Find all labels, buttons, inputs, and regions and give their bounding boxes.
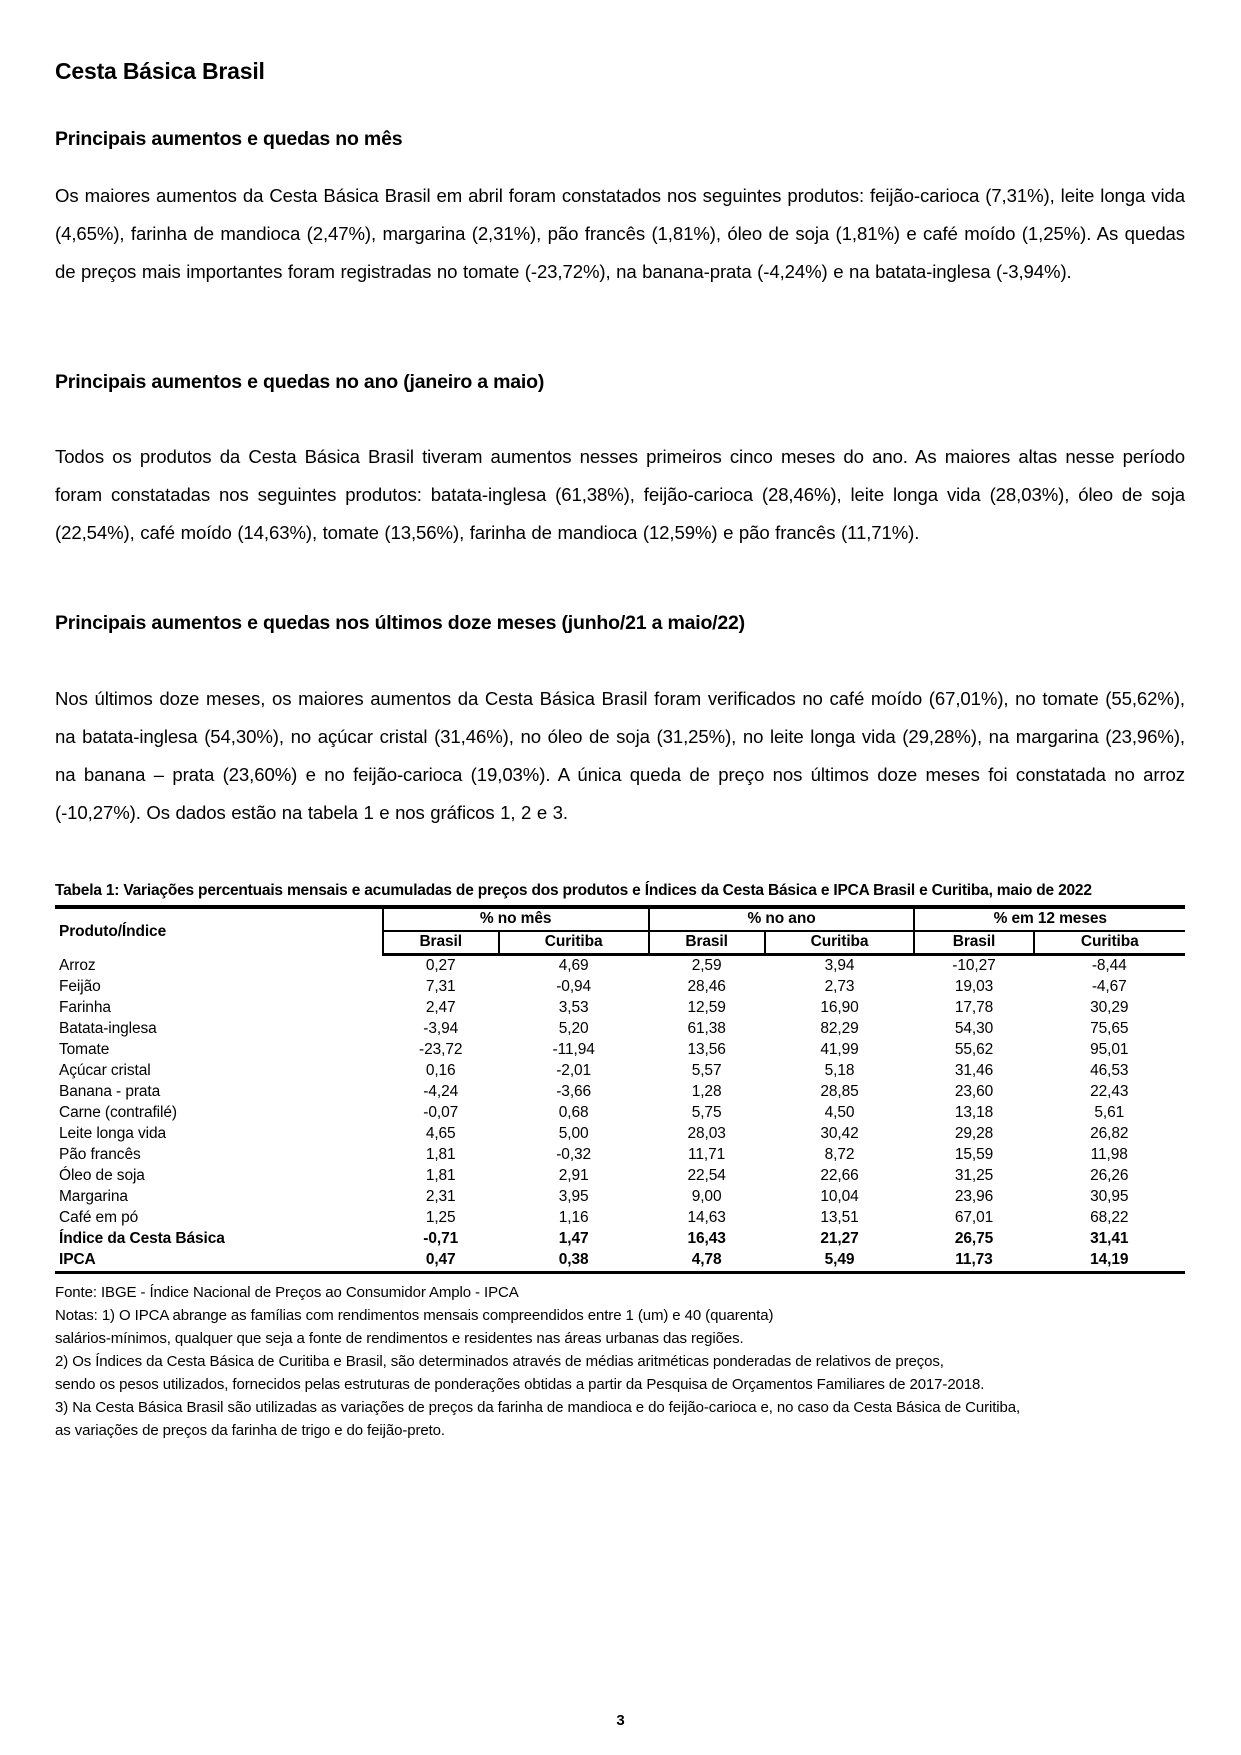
value-cell: 22,54 <box>687 1167 726 1185</box>
value-cell: 1,25 <box>425 1209 456 1227</box>
product-cell: Açúcar cristal <box>59 1062 151 1080</box>
value-cell: -11,94 <box>552 1041 595 1059</box>
note-line: as variações de preços da farinha de trigo e do feijão-preto. <box>55 1421 445 1439</box>
product-cell: Arroz <box>59 956 96 974</box>
value-cell: 2,91 <box>558 1167 589 1185</box>
table-row <box>55 954 1185 977</box>
table-row <box>55 1040 1185 1061</box>
table-row <box>55 1145 1185 1166</box>
column-group-month: % no mês <box>383 907 649 931</box>
column-header-brasil-twelve: Brasil <box>914 931 1033 955</box>
value-cell: 2,47 <box>425 999 456 1017</box>
value-cell: 31,46 <box>954 1062 994 1080</box>
value-cell: 19,03 <box>954 978 994 996</box>
value-cell: 68,22 <box>1090 1209 1129 1227</box>
table-row <box>55 1124 1185 1145</box>
value-cell: 11,71 <box>688 1146 726 1164</box>
product-cell: Banana - prata <box>59 1083 161 1101</box>
table-header <box>55 907 1185 955</box>
table-row <box>55 998 1185 1019</box>
value-cell: -0,94 <box>556 978 592 996</box>
product-cell: Tomate <box>59 1041 110 1059</box>
value-cell: 0,47 <box>425 1251 456 1269</box>
value-cell: 1,28 <box>691 1083 722 1101</box>
value-cell: 22,66 <box>820 1167 859 1185</box>
table-row <box>55 1103 1185 1124</box>
section-paragraph-month: Os maiores aumentos da Cesta Básica Brasil em abril foram constatados nos seguintes produtos: feijão-carioca (7,31%), leite longa vida (4,65%), farinha de mandioca (2,47%), margarina (2,31%), pão francês (1,81%), óleo de soja (1,81%) e café moído (1,25%). As quedas de preços mais importantes foram registradas no tomate (-23,72%), na banana-prata (-4,24%) e na batata-inglesa (-3,94%). <box>55 184 1185 282</box>
value-cell: 1,47 <box>558 1230 589 1248</box>
table-row <box>55 1187 1185 1208</box>
note-line: sendo os pesos utilizados, fornecidos pelas estruturas de ponderações obtidas a partir da Pesquisa de Orçamentos Familiares de 2017-2018. <box>55 1375 985 1393</box>
value-cell: 5,18 <box>824 1062 855 1080</box>
value-cell: -0,07 <box>423 1104 459 1122</box>
column-group-year: % no ano <box>649 907 915 931</box>
value-cell: 23,60 <box>954 1083 994 1101</box>
column-group-twelve-months: % em 12 meses <box>914 907 1185 931</box>
value-cell: 26,26 <box>1090 1167 1129 1185</box>
price-variation-table <box>55 905 1185 1274</box>
value-cell: 10,04 <box>820 1188 859 1206</box>
value-cell: -23,72 <box>419 1041 463 1059</box>
value-cell: 4,78 <box>691 1251 722 1269</box>
column-header-brasil-month: Brasil <box>383 931 499 955</box>
value-cell: 5,61 <box>1094 1104 1125 1122</box>
value-cell: 95,01 <box>1090 1041 1129 1059</box>
note-line: 2) Os Índices da Cesta Básica de Curitiba e Brasil, são determinados através de médias aritméticas ponderadas de relativos de preços, <box>55 1352 944 1370</box>
value-cell: 31,41 <box>1090 1230 1129 1248</box>
value-cell: 14,19 <box>1090 1251 1129 1269</box>
value-cell: 1,81 <box>425 1167 456 1185</box>
value-cell: 0,38 <box>558 1251 589 1269</box>
value-cell: 4,69 <box>558 957 589 975</box>
value-cell: 7,31 <box>425 978 456 996</box>
product-cell: Leite longa vida <box>59 1125 166 1143</box>
value-cell: -4,67 <box>1091 978 1127 996</box>
product-cell: Batata-inglesa <box>59 1020 157 1038</box>
page-title: Cesta Básica Brasil <box>55 58 265 84</box>
section-paragraph-year: Todos os produtos da Cesta Básica Brasil tiveram aumentos nesses primeiros cinco meses do ano. As maiores altas nesse período foram constatadas nos seguintes produtos: batata-inglesa (61,38%), feijão-carioca (28,46%), leite longa vida (28,03%), óleo de soja (22,54%), café moído (14,63%), tomate (13,56%), farinha de mandioca (12,59%) e pão francês (11,71%). <box>55 446 1185 544</box>
value-cell: 75,65 <box>1090 1020 1129 1038</box>
value-cell: 29,28 <box>954 1125 994 1143</box>
value-cell: 15,59 <box>954 1146 994 1164</box>
product-cell: Carne (contrafilé) <box>59 1104 177 1122</box>
value-cell: 0,27 <box>425 957 456 975</box>
value-cell: 26,75 <box>954 1230 994 1248</box>
value-cell: 0,16 <box>425 1062 456 1080</box>
value-cell: 21,27 <box>820 1230 859 1248</box>
value-cell: 12,59 <box>687 999 726 1017</box>
value-cell: 5,75 <box>691 1104 722 1122</box>
value-cell: 30,95 <box>1090 1188 1129 1206</box>
value-cell: 28,85 <box>820 1083 859 1101</box>
value-cell: 31,25 <box>954 1167 994 1185</box>
column-header-curitiba-twelve: Curitiba <box>1034 931 1186 955</box>
product-cell: Pão francês <box>59 1146 141 1164</box>
section-heading-month: Principais aumentos e quedas no mês <box>55 127 403 150</box>
value-cell: 22,43 <box>1090 1083 1129 1101</box>
value-cell: 5,00 <box>558 1125 589 1143</box>
value-cell: 2,31 <box>425 1188 456 1206</box>
table-row <box>55 977 1185 998</box>
column-header-curitiba-year: Curitiba <box>765 931 915 955</box>
value-cell: -3,66 <box>556 1083 592 1101</box>
value-cell: 11,98 <box>1090 1146 1128 1164</box>
note-line: Notas: 1) O IPCA abrange as famílias com rendimentos mensais compreendidos entre 1 (um) e 40 (quarenta) <box>55 1306 774 1324</box>
value-cell: 3,94 <box>824 957 855 975</box>
value-cell: 13,18 <box>954 1104 994 1122</box>
column-header-brasil-year: Brasil <box>649 931 765 955</box>
table-row <box>55 1229 1185 1250</box>
table-row <box>55 1208 1185 1229</box>
product-cell: IPCA <box>59 1251 96 1269</box>
value-cell: 2,73 <box>824 978 855 996</box>
value-cell: 0,68 <box>558 1104 589 1122</box>
table-row <box>55 1082 1185 1103</box>
value-cell: 14,63 <box>687 1209 726 1227</box>
value-cell: 16,43 <box>687 1230 726 1248</box>
value-cell: 9,00 <box>691 1188 722 1206</box>
value-cell: 1,81 <box>425 1146 456 1164</box>
value-cell: 67,01 <box>954 1209 994 1227</box>
section-paragraph-twelve-months: Nos últimos doze meses, os maiores aumentos da Cesta Básica Brasil foram verificados no café moído (67,01%), no tomate (55,62%), na batata-inglesa (54,30%), no açúcar cristal (31,46%), no óleo de soja (31,25%), no leite longa vida (29,28%), na margarina (23,96%), na banana – prata (23,60%) e no feijão-carioca (19,03%). A única queda de preço nos últimos doze meses foi constatada no arroz (-10,27%). Os dados estão na tabela 1 e nos gráficos 1, 2 e 3. <box>55 687 1185 823</box>
note-line: 3) Na Cesta Básica Brasil são utilizadas as variações de preços da farinha de mandioca e do feijão-carioca e, no caso da Cesta Básica de Curitiba, <box>55 1398 1021 1416</box>
section-heading-year: Principais aumentos e quedas no ano (janeiro a maio) <box>55 370 545 393</box>
value-cell: -2,01 <box>556 1062 592 1080</box>
value-cell: 16,90 <box>820 999 859 1017</box>
value-cell: 30,29 <box>1090 999 1129 1017</box>
note-line: Fonte: IBGE - Índice Nacional de Preços ao Consumidor Amplo - IPCA <box>55 1283 519 1301</box>
value-cell: -0,32 <box>556 1146 592 1164</box>
value-cell: 41,99 <box>820 1041 859 1059</box>
table-notes <box>55 1281 1185 1442</box>
value-cell: 1,16 <box>558 1209 589 1227</box>
value-cell: 5,57 <box>691 1062 722 1080</box>
product-cell: Café em pó <box>59 1209 139 1227</box>
value-cell: 28,46 <box>687 978 726 996</box>
value-cell: 5,49 <box>824 1251 855 1269</box>
product-cell: Índice da Cesta Básica <box>59 1230 225 1248</box>
value-cell: 3,53 <box>558 999 589 1017</box>
table-row <box>55 1166 1185 1187</box>
value-cell: -3,94 <box>423 1020 459 1038</box>
value-cell: 11,73 <box>955 1251 993 1269</box>
page-number: 3 <box>616 1712 625 1729</box>
table-row <box>55 1019 1185 1040</box>
value-cell: 46,53 <box>1090 1062 1129 1080</box>
value-cell: 13,51 <box>820 1209 859 1227</box>
product-cell: Óleo de soja <box>59 1167 145 1185</box>
value-cell: 4,65 <box>425 1125 456 1143</box>
value-cell: -8,44 <box>1091 957 1127 975</box>
table-row <box>55 1061 1185 1082</box>
value-cell: 54,30 <box>954 1020 994 1038</box>
value-cell: -10,27 <box>952 957 996 975</box>
value-cell: 26,82 <box>1090 1125 1129 1143</box>
value-cell: 3,95 <box>558 1188 589 1206</box>
value-cell: 17,78 <box>954 999 994 1017</box>
note-line: salários-mínimos, qualquer que seja a fonte de rendimentos e residentes nas áreas urbanas das regiões. <box>55 1329 744 1347</box>
value-cell: 55,62 <box>954 1041 994 1059</box>
value-cell: 30,42 <box>820 1125 859 1143</box>
value-cell: 2,59 <box>691 957 722 975</box>
column-header-curitiba-month: Curitiba <box>499 931 649 955</box>
value-cell: 13,56 <box>687 1041 726 1059</box>
table-row <box>55 1250 1185 1273</box>
product-cell: Farinha <box>59 999 111 1017</box>
value-cell: 4,50 <box>824 1104 855 1122</box>
value-cell: 8,72 <box>824 1146 855 1164</box>
value-cell: 82,29 <box>820 1020 859 1038</box>
section-heading-twelve-months: Principais aumentos e quedas nos últimos doze meses (junho/21 a maio/22) <box>55 612 745 635</box>
value-cell: 61,38 <box>687 1020 726 1038</box>
table-body <box>55 954 1185 1272</box>
product-cell: Feijão <box>59 978 101 996</box>
value-cell: 5,20 <box>558 1020 589 1038</box>
product-cell: Margarina <box>59 1188 128 1206</box>
group-header-row <box>55 907 1185 931</box>
value-cell: 23,96 <box>954 1188 994 1206</box>
value-cell: -0,71 <box>423 1230 459 1248</box>
value-cell: -4,24 <box>423 1083 459 1101</box>
value-cell: 28,03 <box>687 1125 726 1143</box>
column-header-product: Produto/Índice <box>55 907 383 955</box>
table-caption: Tabela 1: Variações percentuais mensais e acumuladas de preços dos produtos e Índices da Cesta Básica e IPCA Brasil e Curitiba, maio de 2022 <box>55 881 1092 899</box>
